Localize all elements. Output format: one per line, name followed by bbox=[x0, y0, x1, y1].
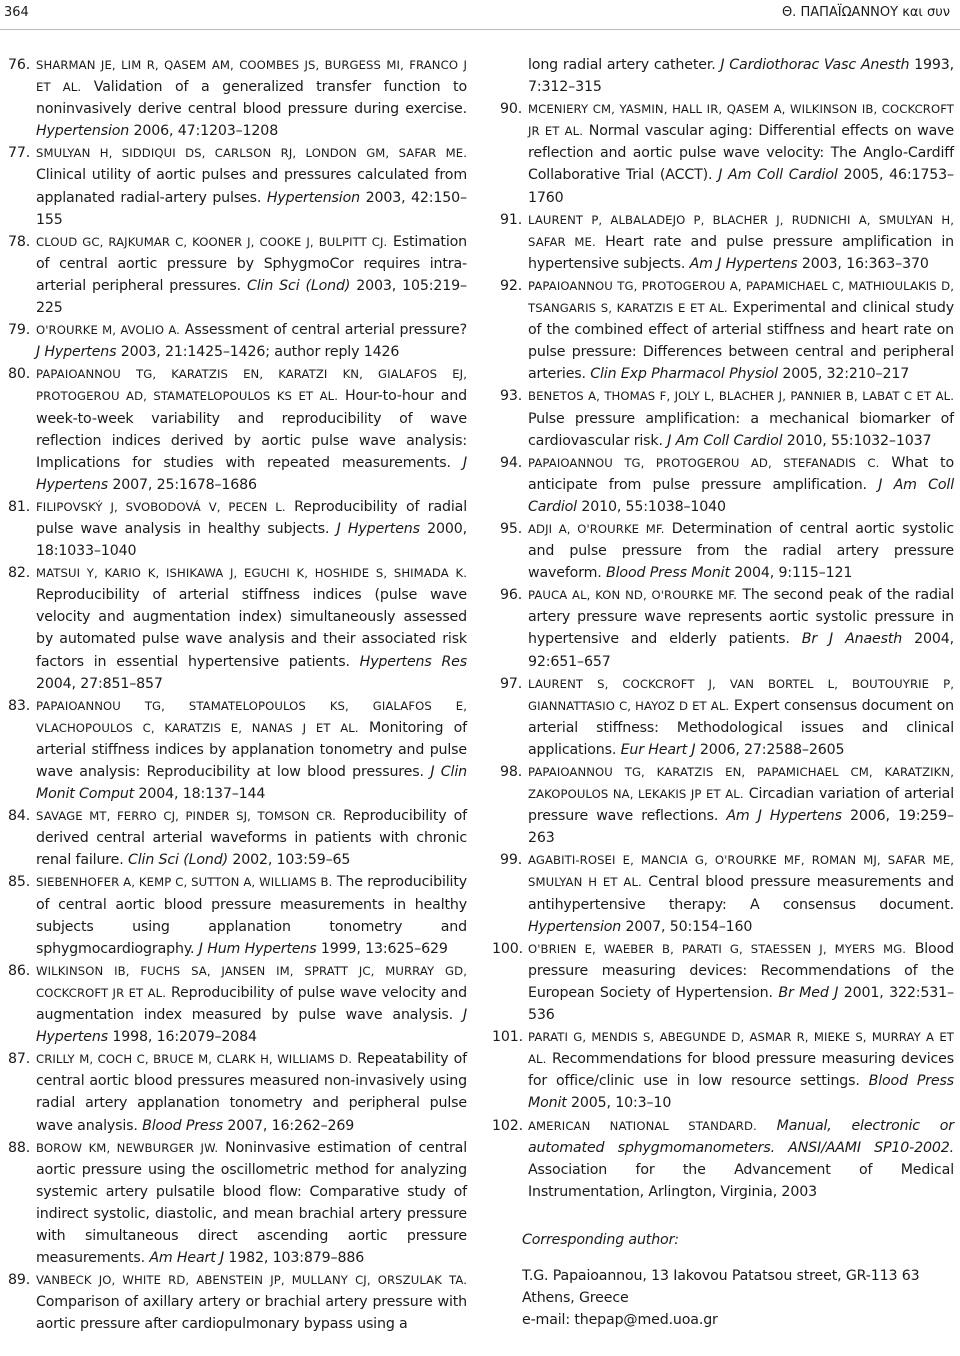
ref-authors: O'BRIEN E, WAEBER B, PARATI G, STAESSEN J, MYERS MG. bbox=[528, 941, 907, 956]
reference-94 bbox=[500, 452, 954, 518]
ref-title: Determination of central aortic systolic and pulse pressure from the radial artery pressure waveform. bbox=[528, 520, 954, 582]
ref-journal: Am J Hypertens bbox=[689, 255, 798, 272]
ref-authors: AGABITI-ROSEI E, MANCIA G, O'ROURKE MF, ROMAN MJ, SAFAR ME, SMULYAN H ET AL. bbox=[528, 853, 954, 890]
ref-citation: 2007, 25:1678–1686 bbox=[112, 476, 257, 493]
ref-number: 96. bbox=[500, 587, 523, 604]
ref-journal: Hypertension bbox=[36, 123, 130, 140]
right-column bbox=[492, 54, 955, 1331]
ref-title: Heart rate and pulse pressure amplification in hypertensive subjects. bbox=[528, 233, 954, 272]
page-number: 364 bbox=[4, 5, 29, 20]
ref-journal: Br J Anaesth bbox=[801, 631, 903, 648]
ref-journal: Br Med J bbox=[778, 984, 839, 1001]
reference-101 bbox=[492, 1026, 954, 1114]
ref-journal: Clin Exp Pharmacol Physiol bbox=[590, 366, 778, 383]
ref-title: The second peak of the radial artery pressure wave represents aortic systolic pressure in hypertensive and elderly patients. bbox=[528, 587, 954, 648]
ref-citation: 2004, 92:651–657 bbox=[528, 631, 954, 670]
ref-journal: J Cardiothorac Vasc Anesth bbox=[720, 57, 910, 73]
ref-title: Assessment of central arterial pressure? bbox=[184, 322, 467, 339]
reference-99 bbox=[500, 849, 954, 937]
ref-citation: 2003, 42:150–155 bbox=[36, 189, 467, 228]
ref-citation: 2010, 55:1032–1037 bbox=[786, 432, 932, 449]
ref-journal: Am Heart J bbox=[149, 1250, 225, 1267]
running-head bbox=[0, 0, 960, 30]
ref-citation: 2007, 50:154–160 bbox=[625, 918, 753, 935]
reference-89-continued bbox=[500, 54, 954, 98]
ref-journal: Manual, electronic or automated sphygmomanometers. ANSI/AAMI SP10-2002. bbox=[528, 1117, 954, 1156]
reference-100 bbox=[492, 938, 954, 1026]
reference-76 bbox=[8, 54, 467, 142]
ref-journal: Hypertension bbox=[528, 918, 622, 935]
ref-journal: J Clin Monit Comput bbox=[36, 764, 467, 803]
ref-number: 97. bbox=[500, 675, 523, 692]
ref-authors: PAPAIOANNOU TG, STAMATELOPOULOS KS, GIALAFOS E, VLACHOPOULOS C, KARATZIS E, NANAS J ET AL. bbox=[36, 698, 467, 735]
ref-journal: J Hypertens bbox=[336, 520, 420, 537]
ref-citation: 2004, 9:115–121 bbox=[734, 565, 853, 582]
reference-81 bbox=[8, 496, 467, 562]
ref-authors: VANBECK JO, WHITE RD, ABENSTEIN JP, MULLANY CJ, ORSZULAK TA. bbox=[36, 1273, 467, 1288]
ref-title: The reproducibility of central aortic blood pressure measurements in healthy subjects using applanation tonometry and sphygmocardiography. bbox=[36, 874, 467, 957]
ref-title: Recommendations for blood pressure measuring devices for office/clinic use in low resource settings. bbox=[528, 1051, 954, 1090]
ref-authors: PAPAIOANNOU TG, PROTOGEROU A, PAPAMICHAEL C, MATHIOULAKIS D, TSANGARIS S, KARATZIS E ET AL. bbox=[528, 278, 954, 316]
ref-authors: BENETOS A, THOMAS F, JOLY L, BLACHER J, PANNIER B, LABAT C ET AL. bbox=[528, 389, 954, 404]
ref-title: Blood pressure measuring devices: Recommendations of the European Society of Hypertension. bbox=[528, 940, 954, 1001]
reference-77 bbox=[8, 142, 467, 230]
ref-journal: Hypertens Res bbox=[359, 653, 467, 670]
ref-citation: 2006, 47:1203–1208 bbox=[133, 123, 279, 140]
reference-85 bbox=[8, 871, 467, 959]
ref-authors: SMULYAN H, SIDDIQUI DS, CARLSON RJ, LONDON GM, SAFAR ME. bbox=[36, 146, 467, 161]
reference-80 bbox=[8, 363, 467, 496]
ref-journal: J Hypertens bbox=[36, 344, 117, 361]
ref-journal: J Am Coll Cardiol bbox=[718, 167, 838, 184]
ref-authors: AMERICAN NATIONAL STANDARD. bbox=[528, 1118, 757, 1133]
ref-journal: Blood Press bbox=[142, 1117, 223, 1134]
ref-citation: 2001, 322:531–536 bbox=[528, 984, 954, 1024]
ref-journal: Blood Press Monit bbox=[606, 565, 730, 582]
ref-citation: 2006, 27:2588–2605 bbox=[699, 741, 845, 758]
reference-96 bbox=[500, 584, 954, 672]
reference-86 bbox=[8, 960, 467, 1048]
ref-journal: J Am Coll Cardiol bbox=[667, 432, 783, 449]
reference-87 bbox=[8, 1048, 467, 1136]
ref-journal: J Hypertens bbox=[36, 454, 467, 493]
ref-citation: 2005, 32:210–217 bbox=[782, 366, 910, 383]
ref-number: 102. bbox=[492, 1117, 523, 1134]
ref-number: 83. bbox=[8, 697, 31, 714]
corresponding-author-email: e-mail: thepap@med.uoa.gr bbox=[522, 1312, 718, 1329]
ref-title: Hour-to-hour and week-to-week variability and reproducibility of wave reflection indices derived by aortic pulse wave analysis: Implications for studies with repeated measurements. bbox=[36, 388, 467, 471]
ref-authors: CRILLY M, COCH C, BRUCE M, CLARK H, WILLIAMS D. bbox=[36, 1052, 353, 1067]
ref-number: 98. bbox=[500, 764, 523, 780]
ref-journal: J Hypertens bbox=[36, 1007, 467, 1046]
ref-title: Estimation of central aortic pressure by SphygmoCor requires intra-arterial peripheral pressures. bbox=[36, 233, 467, 294]
ref-title: Normal vascular aging: Differential effects on wave reflection and aortic pulse wave velocity: The Anglo-Cardiff Collaborative Trial (ACCT). bbox=[528, 123, 954, 184]
ref-number: 89. bbox=[8, 1272, 31, 1289]
ref-number: 79. bbox=[8, 322, 31, 339]
ref-title: Circadian variation of arterial pressure wave reflections. bbox=[528, 786, 954, 825]
ref-number: 84. bbox=[8, 808, 31, 825]
ref-authors: MATSUI Y, KARIO K, ISHIKAWA J, EGUCHI K, HOSHIDE S, SHIMADA K. bbox=[36, 566, 467, 581]
ref-authors: SIEBENHOFER A, KEMP C, SUTTON A, WILLIAMS B. bbox=[36, 875, 333, 890]
ref-number: 93. bbox=[500, 388, 523, 405]
ref-journal: Blood Press Monit bbox=[528, 1073, 954, 1112]
ref-citation: 2010, 55:1038–1040 bbox=[581, 498, 726, 515]
ref-journal: Clin Sci (Lond) bbox=[128, 852, 228, 869]
ref-citation: 2003, 16:363–370 bbox=[801, 255, 929, 272]
reference-88 bbox=[8, 1137, 467, 1270]
ref-number: 87. bbox=[8, 1051, 31, 1068]
ref-number: 101. bbox=[492, 1029, 523, 1046]
ref-citation: 2003, 21:1425–1426; author reply 1426 bbox=[120, 344, 400, 361]
ref-authors: CLOUD GC, RAJKUMAR C, KOONER J, COOKE J, BULPITT CJ. bbox=[36, 234, 388, 249]
ref-authors: LAURENT S, COCKCROFT J, VAN BORTEL L, BOUTOUYRIE P, GIANNATTASIO C, HAYOZ D ET AL. bbox=[528, 676, 954, 713]
ref-citation: 1999, 13:625–629 bbox=[320, 940, 448, 957]
ref-title: Comparison of axillary artery or brachial artery pressure with aortic pressure after cardiopulmonary bypass using a bbox=[36, 1294, 467, 1333]
ref-citation: Association for the Advancement of Medical Instrumentation, Arlington, Virginia, 2003 bbox=[528, 1161, 954, 1200]
ref-number: 82. bbox=[8, 565, 31, 582]
ref-title: Expert consensus document on arterial stiffness: Methodological issues and clinical applications. bbox=[528, 697, 955, 758]
ref-number: 76. bbox=[8, 57, 31, 73]
ref-authors: ADJI A, O'ROURKE MF. bbox=[528, 521, 665, 536]
corresponding-author bbox=[500, 1229, 954, 1331]
ref-citation: 2006, 19:259–263 bbox=[528, 808, 954, 847]
reference-89 bbox=[8, 1269, 467, 1335]
left-column bbox=[8, 54, 467, 1335]
ref-journal: J Hum Hypertens bbox=[198, 940, 317, 957]
ref-title: Reproducibility of radial pulse wave analysis in healthy subjects. bbox=[36, 498, 467, 537]
ref-authors: PAPAIOANNOU TG, PROTOGEROU AD, STEFANADIS C. bbox=[528, 455, 880, 470]
ref-authors: PAPAIOANNOU TG, KARATZIS EN, PAPAMICHAEL CM, KARATZIKN, ZAKOPOULOS NA, LEKAKIS JP ET AL. bbox=[528, 765, 954, 802]
ref-number: 91. bbox=[500, 211, 523, 228]
ref-citation: 2005, 46:1753–1760 bbox=[528, 167, 954, 206]
reference-102 bbox=[492, 1115, 954, 1203]
ref-number: 92. bbox=[500, 277, 523, 294]
ref-citation: 1982, 103:879–886 bbox=[228, 1250, 365, 1267]
ref-authors: SHARMAN JE, LIM R, QASEM AM, COOMBES JS, BURGESS MI, FRANCO J ET AL. bbox=[36, 58, 467, 95]
ref-number: 78. bbox=[8, 233, 31, 250]
ref-journal: J Am Coll Cardiol bbox=[528, 476, 954, 515]
ref-citation: 1993, 7:312–315 bbox=[528, 57, 954, 96]
ref-title: Reproducibility of arterial stiffness indices (pulse wave velocity and augmentation index) simultaneously assessed by automated pulse wave analysis and their associated risk factors in essential hypertensive patients. bbox=[36, 587, 467, 670]
reference-90 bbox=[500, 98, 954, 208]
reference-93 bbox=[500, 385, 954, 451]
ref-citation: 2007, 16:262–269 bbox=[227, 1117, 355, 1134]
reference-97 bbox=[500, 673, 954, 761]
ref-authors: WILKINSON IB, FUCHS SA, JANSEN IM, SPRATT JC, MURRAY GD, COCKCROFT JR ET AL. bbox=[36, 963, 467, 1000]
ref-journal: Am J Hypertens bbox=[726, 808, 842, 825]
ref-number: 95. bbox=[500, 520, 523, 537]
corresponding-author-label: Corresponding author: bbox=[522, 1231, 679, 1248]
ref-authors: MCENIERY CM, YASMIN, HALL IR, QASEM A, WILKINSON IB, COCKCROFT JR ET AL. bbox=[528, 102, 954, 139]
ref-authors: PAUCA AL, KON ND, O'ROURKE MF. bbox=[528, 588, 738, 603]
ref-citation: 2004, 18:137–144 bbox=[138, 786, 266, 803]
ref-title: Monitoring of arterial stiffness indices by applanation tonometry and pulse wave analysis: Reproducibility at low blood pressures. bbox=[36, 719, 467, 780]
ref-title: Reproducibility of pulse wave velocity and augmentation index measured by pulse wave analysis. bbox=[36, 984, 467, 1024]
ref-citation: 2005, 10:3–10 bbox=[571, 1095, 672, 1112]
ref-citation: 2004, 27:851–857 bbox=[36, 675, 163, 692]
ref-citation: 1998, 16:2079–2084 bbox=[112, 1029, 257, 1046]
reference-84 bbox=[8, 805, 467, 871]
ref-authors: O'ROURKE M, AVOLIO A. bbox=[36, 323, 180, 338]
ref-number: 90. bbox=[500, 101, 523, 118]
ref-citation: 2000, 18:1033–1040 bbox=[36, 520, 467, 560]
ref-title: Pulse pressure amplification: a mechanical biomarker of cardiovascular risk. bbox=[528, 410, 954, 449]
ref-authors: FILIPOVSKÝ J, SVOBODOVÁ V, PECEN L. bbox=[36, 499, 286, 514]
ref-title: Noninvasive estimation of central aortic pressure using the oscillometric method for analyzing systemic artery pulsatile blood flow: Comparative study of indirect systolic, diastolic, and mean brachial artery pressure with simultaneous direct ascending aortic pressure measurements. bbox=[36, 1139, 467, 1267]
ref-number: 94. bbox=[500, 454, 523, 471]
ref-journal: Clin Sci (Lond) bbox=[246, 277, 351, 294]
ref-number: 85. bbox=[8, 874, 31, 891]
reference-78 bbox=[8, 231, 467, 319]
reference-92 bbox=[500, 275, 954, 385]
reference-91 bbox=[500, 209, 954, 275]
ref-authors: LAURENT P, ALBALADEJO P, BLACHER J, RUDNICHI A, SMULYAN H, SAFAR ME. bbox=[528, 212, 954, 249]
ref-journal: Hypertension bbox=[266, 189, 360, 206]
ref-number: 99. bbox=[500, 852, 523, 869]
ref-citation: 2002, 103:59–65 bbox=[232, 852, 351, 869]
reference-95 bbox=[500, 518, 954, 584]
reference-79 bbox=[8, 319, 467, 363]
ref-number: 80. bbox=[8, 366, 31, 383]
ref-title: Clinical utility of aortic pulses and pressures calculated from applanated radial-artery pulses. bbox=[36, 167, 467, 206]
ref-citation: 2003, 105:219–225 bbox=[36, 277, 467, 317]
ref-title: long radial artery catheter. bbox=[528, 57, 716, 73]
ref-title: Reproducibility of derived central arterial waveforms in patients with chronic renal failure. bbox=[36, 808, 467, 869]
ref-journal: Eur Heart J bbox=[620, 741, 696, 758]
ref-title: Repeatability of central aortic blood pressures measured non-invasively using radial artery applanation tonometry and peripheral pulse wave analysis. bbox=[36, 1051, 467, 1134]
ref-number: 77. bbox=[8, 145, 31, 162]
running-author: Θ. ΠΑΠΑΪΩΑΝΝΟΥ και συν bbox=[781, 5, 950, 20]
ref-title: Validation of a generalized transfer function to noninvasively derive central blood pressure during exercise. bbox=[36, 79, 467, 118]
corresponding-author-address: T.G. Papaioannou, 13 Iakovou Patatsou street, GR-113 63 Athens, Greece bbox=[522, 1267, 920, 1307]
ref-title: What to anticipate from pulse pressure amplification. bbox=[528, 454, 954, 493]
ref-number: 81. bbox=[8, 498, 31, 515]
reference-98 bbox=[500, 761, 954, 849]
ref-number: 100. bbox=[492, 940, 523, 957]
reference-82 bbox=[8, 562, 467, 695]
ref-authors: PAPAIOANNOU TG, KARATZIS EN, KARATZI KN, GIALAFOS EJ, PROTOGEROU AD, STAMATELOPOULOS KS ET AL. bbox=[36, 367, 467, 404]
ref-authors: SAVAGE MT, FERRO CJ, PINDER SJ, TOMSON CR. bbox=[36, 809, 336, 824]
reference-83 bbox=[8, 695, 467, 805]
ref-authors: PARATI G, MENDIS S, ABEGUNDE D, ASMAR R, MIEKE S, MURRAY A ET AL. bbox=[528, 1030, 954, 1067]
ref-title: Central blood pressure measurements and antihypertensive therapy: A consensus document. bbox=[528, 874, 954, 913]
ref-title: Experimental and clinical study of the combined effect of arterial stiffness and heart rate on pulse pressure: Differences between central and peripheral arteries. bbox=[528, 300, 954, 383]
ref-number: 88. bbox=[8, 1139, 31, 1156]
ref-number: 86. bbox=[8, 962, 31, 979]
ref-authors: BOROW KM, NEWBURGER JW. bbox=[36, 1140, 219, 1155]
